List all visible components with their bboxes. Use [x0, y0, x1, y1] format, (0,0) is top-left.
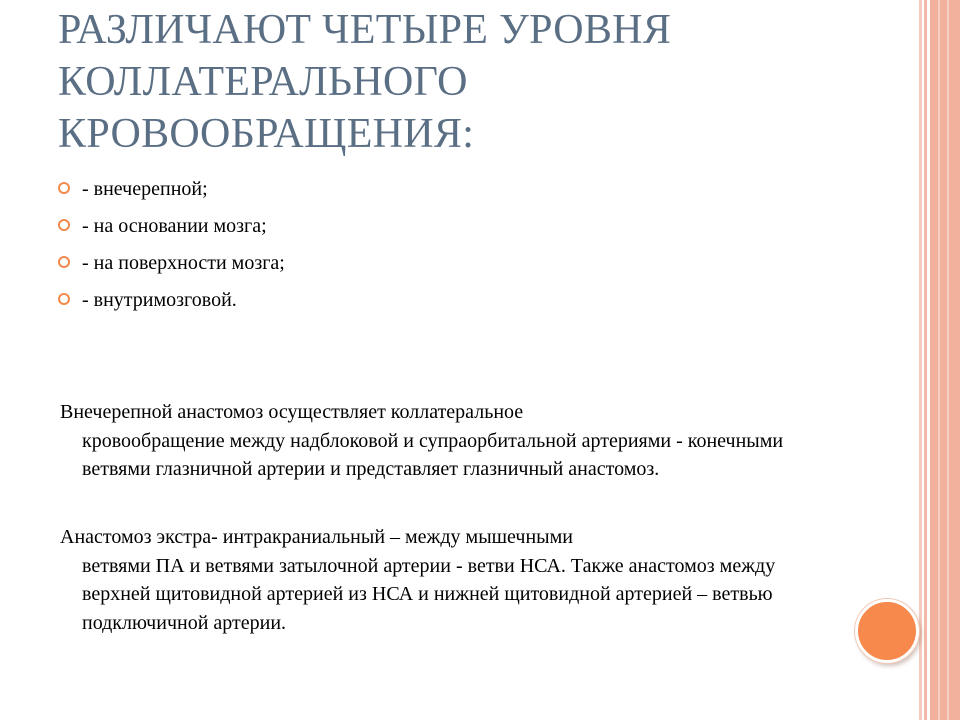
- paragraph-extra-intracranial: [60, 523, 800, 637]
- list-item: [58, 213, 285, 250]
- list-item-text: - на основании мозга;: [82, 215, 267, 237]
- paragraph-first-line: Внечерепной анастомоз осуществляет коллатеральное: [60, 401, 524, 423]
- title-line: КРОВООБРАЩЕНИЯ:: [58, 111, 475, 157]
- slide-title: [58, 4, 908, 160]
- decorative-stripe: [919, 0, 922, 720]
- decorative-circle: [855, 599, 919, 663]
- list-item-text: - на поверхности мозга;: [82, 252, 285, 274]
- paragraph-extracranial: [60, 398, 800, 484]
- bullet-circle-icon: [58, 256, 70, 268]
- decorative-stripe-band: [930, 0, 960, 720]
- decorative-stripe: [947, 0, 949, 720]
- list-item-text: - внутримозговой.: [82, 289, 237, 311]
- bullet-circle-icon: [58, 219, 70, 231]
- list-item: [58, 176, 285, 213]
- paragraph-continuation: ветвями ПА и ветвями затылочной артерии - ветви НСА. Также анастомоз между верхней щитовидной артерией из НСА и нижней щитовидной артерией – ветвью подключичной артерии.: [82, 554, 776, 634]
- decorative-stripe: [924, 0, 927, 720]
- title-line: КОЛЛАТЕРАЛЬНОГО: [58, 59, 468, 105]
- paragraph-first-line: Анастомоз экстра- интракраниальный – между мышечными: [60, 526, 573, 548]
- bullet-circle-icon: [58, 293, 70, 305]
- list-item: [58, 287, 285, 324]
- list-item-text: - внечерепной;: [82, 178, 208, 200]
- bullet-list: [58, 176, 285, 324]
- bullet-circle-icon: [58, 182, 70, 194]
- decorative-stripe: [938, 0, 940, 720]
- list-item: [58, 250, 285, 287]
- paragraph-continuation: кровообращение между надблоковой и супраорбитальной артериями - конечными ветвями глазничной артерии и представляет глазничный анастомоз.: [82, 429, 784, 480]
- title-line: РАЗЛИЧАЮТ ЧЕТЫРЕ УРОВНЯ: [58, 7, 672, 53]
